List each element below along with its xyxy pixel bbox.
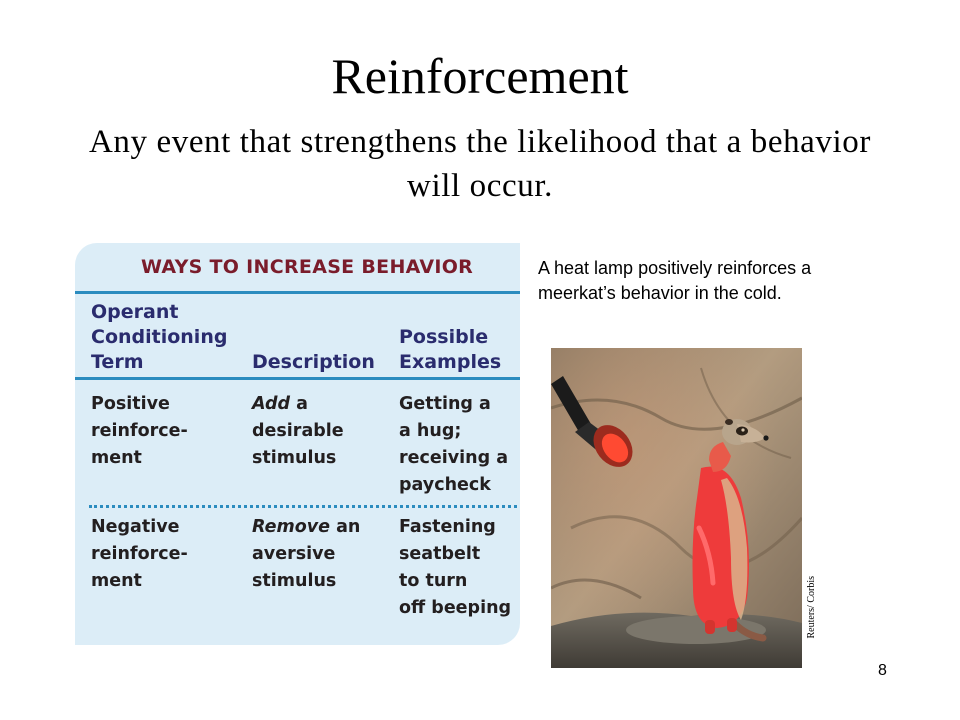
row-term: Negative reinforce- ment <box>91 517 188 591</box>
row-divider <box>89 505 517 508</box>
header-description: Description <box>252 351 375 373</box>
row-description-emphasis: Remove <box>252 517 331 537</box>
page-number: 8 <box>878 662 887 679</box>
row-description <box>252 391 344 472</box>
table-title: WAYS TO INCREASE BEHAVIOR <box>141 256 474 278</box>
slide-title: Reinforcement <box>331 48 629 104</box>
row-examples: Getting a a hug; receiving a paycheck <box>399 394 509 495</box>
row-examples: Fastening seatbelt to turn off beeping <box>399 517 512 618</box>
meerkat-heat-lamp-photo <box>551 348 802 668</box>
row-description-text: a desirable stimulus <box>252 394 344 468</box>
table-header-rule <box>75 377 520 380</box>
slide-subtitle: Any event that strengthens the likelihood that a behavior will occur. <box>88 124 871 204</box>
figure-caption: A heat lamp positively reinforces a meerkat’s behavior in the cold. <box>538 258 812 303</box>
row-description-emphasis: Add <box>252 394 291 414</box>
header-term: Operant Conditioning Term <box>91 301 228 373</box>
row-term: Positive reinforce- ment <box>91 394 188 468</box>
header-examples: Possible Examples <box>399 326 502 373</box>
table-top-rule <box>75 291 520 294</box>
behavior-table <box>75 243 520 645</box>
row-description <box>252 514 360 595</box>
row-description-text: an aversive stimulus <box>252 517 361 591</box>
photo-credit: Reuters/ Corbis <box>806 576 817 639</box>
